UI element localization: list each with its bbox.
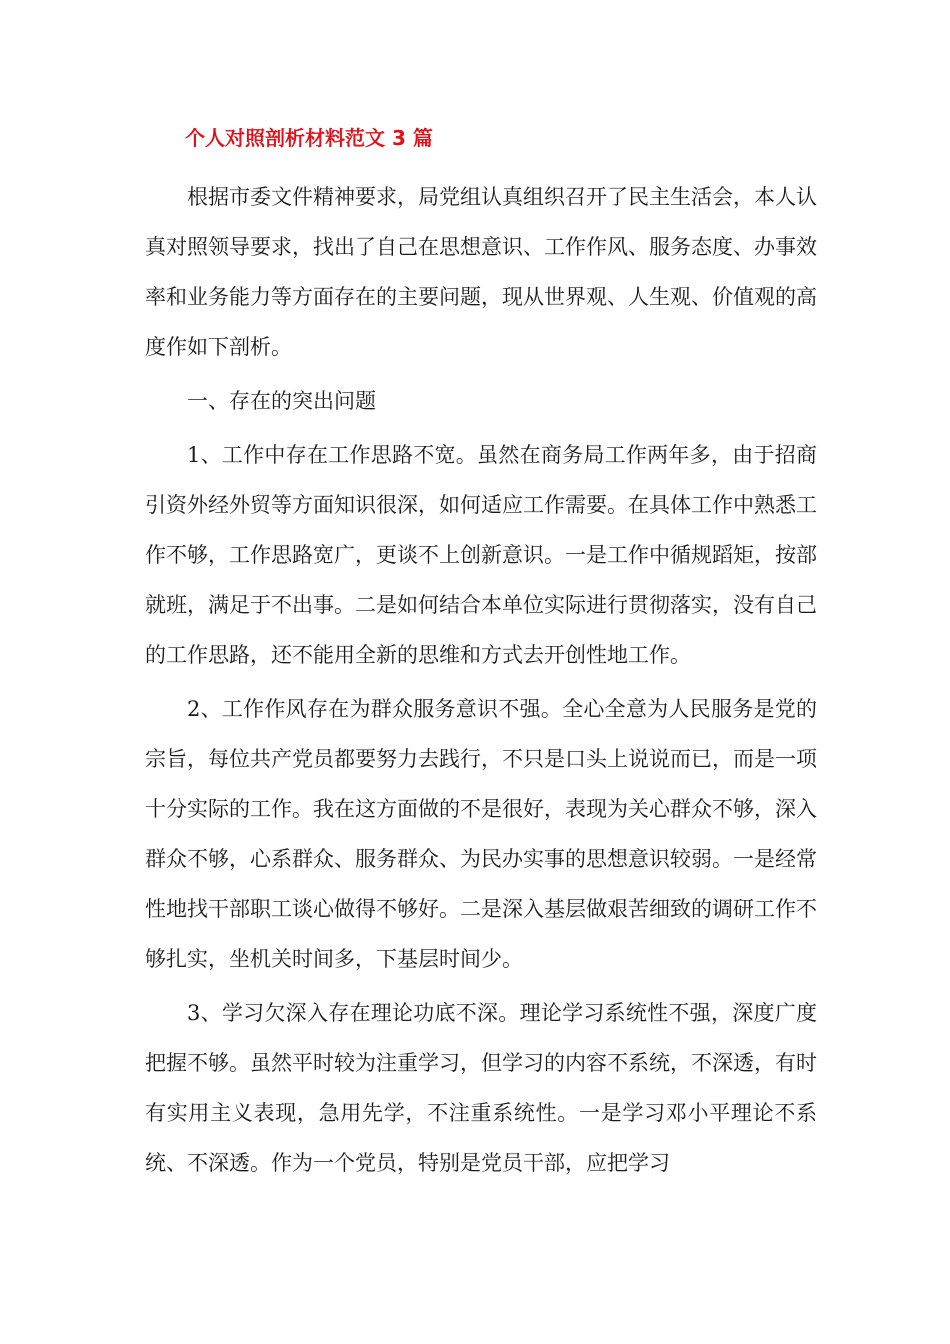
issue-paragraph-2: 2、工作作风存在为群众服务意识不强。全心全意为人民服务是党的宗旨，每位共产党员都要努力去践行，不只是口头上说说而已，而是一项十分实际的工作。我在这方面做的不是很好，表现为关心群众不够，深入群众不够，心系群众、服务群众、为民办实事的思想意识较弱。一是经常性地找干部职工谈心做得不够好。二是深入基层做艰苦细致的调研工作不够扎实，坐机关时间多，下基层时间少。: [145, 697, 817, 971]
intro-paragraph: 根据市委文件精神要求，局党组认真组织召开了民主生活会，本人认真对照领导要求，找出了自己在思想意识、工作作风、服务态度、办事效率和业务能力等方面存在的主要问题，现从世界观、人生观、价值观的高度作如下剖析。: [145, 185, 817, 359]
issue-paragraph-1: 1、工作中存在工作思路不宽。虽然在商务局工作两年多，由于招商引资外经外贸等方面知识很深，如何适应工作需要。在具体工作中熟悉工作不够，工作思路宽广，更谈不上创新意识。一是工作中循规蹈矩，按部就班，满足于不出事。二是如何结合本单位实际进行贯彻落实，没有自己的工作思路，还不能用全新的思维和方式去开创性地工作。: [145, 443, 817, 667]
section-heading: 一、存在的突出问题: [187, 389, 376, 413]
issue-paragraph-3: 3、学习欠深入存在理论功底不深。理论学习系统性不强，深度广度把握不够。虽然平时较为注重学习，但学习的内容不系统，不深透，有时有实用主义表现，急用先学，不注重系统性。一是学习邓小平理论不系统、不深透。作为一个党员，特别是党员干部，应把学习: [145, 1001, 817, 1175]
document-body: [145, 172, 817, 1192]
document-title: 个人对照剖析材料范文 3 篇: [185, 126, 433, 150]
